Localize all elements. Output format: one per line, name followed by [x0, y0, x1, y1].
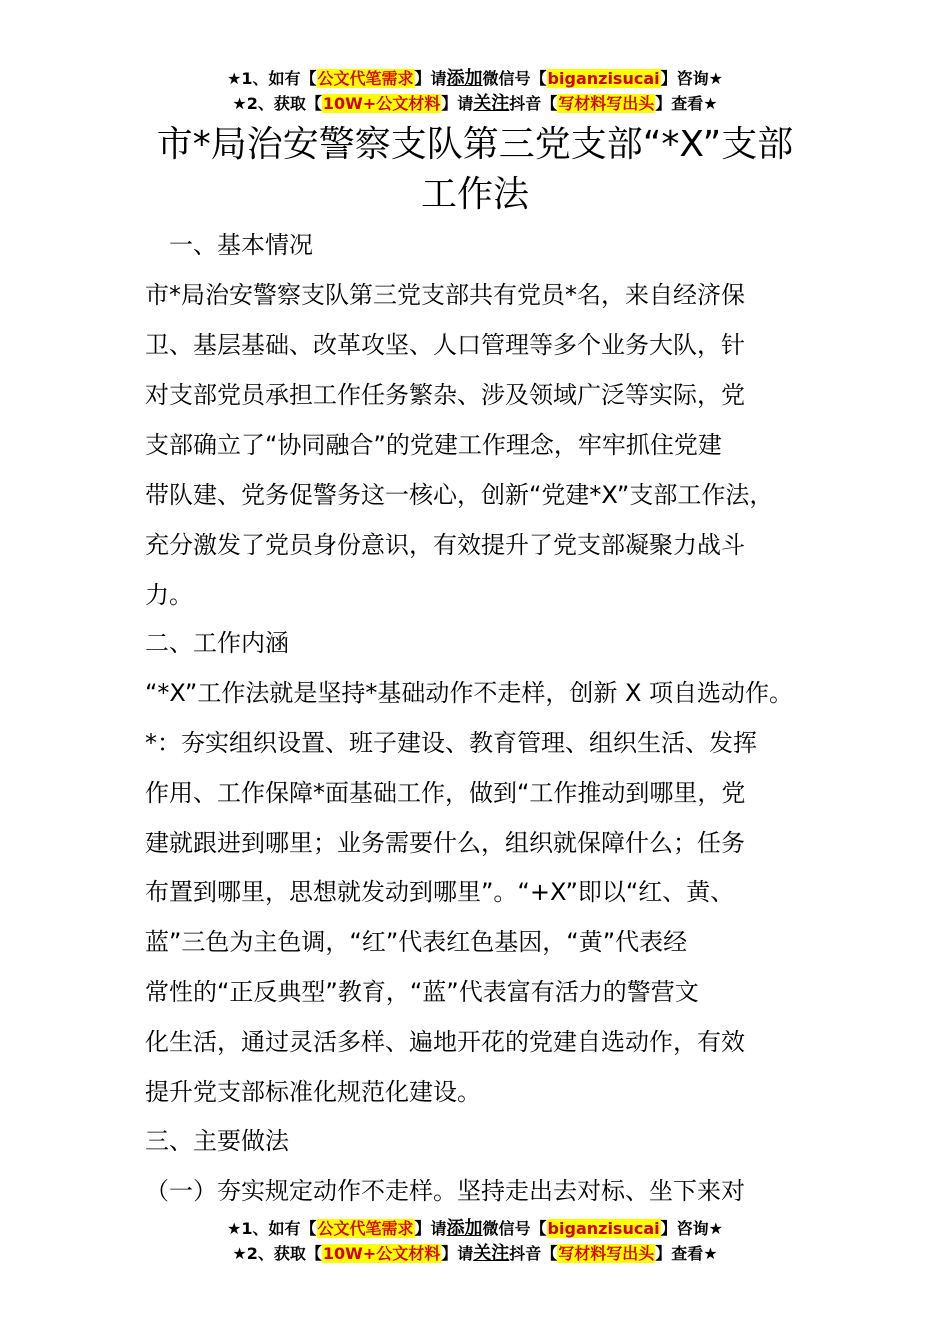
body-line: 卫、基层基础、改革攻坚、人口管理等多个业务大队，针 — [145, 331, 745, 359]
ad-highlight: 写材料写出头 — [558, 1244, 655, 1263]
ad-highlight: 公文代笔需求 — [317, 1219, 414, 1238]
section-heading: 二、工作内涵 — [145, 629, 289, 657]
body-line: 布置到哪里，思想就发动到哪里”。“+X”即以“红、黄、 — [145, 878, 735, 906]
page-title-line-1: 市*局治安警察支队第三党支部“*X”支部 — [156, 124, 794, 165]
body-line: 蓝”三色为主色调，“红”代表红色基因，“黄”代表经 — [145, 928, 688, 956]
ad-footer-line-1 — [0, 1218, 950, 1240]
ad-text: ★2、获取【 — [232, 94, 322, 113]
ad-text: ★2、获取【 — [232, 1244, 322, 1263]
ad-text: 】咨询★ — [660, 1219, 723, 1238]
ad-text: 】查看★ — [655, 94, 718, 113]
ad-text: 】查看★ — [655, 1244, 718, 1263]
ad-highlight: biganzisucai — [547, 69, 660, 88]
ad-text: ★1、如有【 — [227, 69, 317, 88]
ad-highlight: 10W+公文材料 — [322, 94, 441, 113]
body-line: 作用、工作保障*面基础工作，做到“工作推动到哪里，党 — [145, 779, 746, 807]
ad-highlight: 写材料写出头 — [558, 94, 655, 113]
body-line: 力。 — [145, 581, 193, 609]
ad-text: 】请 — [441, 1244, 474, 1263]
ad-line-1 — [0, 68, 950, 90]
ad-highlight: 公文代笔需求 — [317, 69, 414, 88]
ad-emphasis: 关注 — [473, 93, 510, 114]
body-line: 提升党支部标准化规范化建设。 — [145, 1078, 481, 1106]
ad-text: 抖音【 — [509, 94, 558, 113]
body-line: 建就跟进到哪里；业务需要什么，组织就保障什么；任务 — [145, 829, 745, 857]
ad-footer-line-2 — [0, 1243, 950, 1265]
ad-highlight: 10W+公文材料 — [322, 1244, 441, 1263]
body-line: *：夯实组织设置、班子建设、教育管理、组织生活、发挥 — [145, 729, 757, 757]
body-line: 化生活，通过灵活多样、遍地开花的党建自选动作，有效 — [145, 1028, 745, 1056]
ad-text: 微信号【 — [482, 1219, 547, 1238]
ad-text: 微信号【 — [482, 69, 547, 88]
ad-emphasis: 关注 — [473, 1243, 510, 1264]
ad-text: ★1、如有【 — [227, 1219, 317, 1238]
body-line: 常性的“正反典型”教育，“蓝”代表富有活力的警营文 — [145, 978, 699, 1006]
ad-emphasis: 添加 — [446, 68, 483, 89]
ad-highlight: biganzisucai — [547, 1219, 660, 1238]
body-line: “*X”工作法就是坚持*基础动作不走样，创新 X 项自选动作。 — [145, 679, 794, 707]
ad-text: 抖音【 — [509, 1244, 558, 1263]
body-line: 对支部党员承担工作任务繁杂、涉及领域广泛等实际，党 — [145, 381, 745, 409]
body-line: 支部确立了“协同融合”的党建工作理念，牢牢抓住党建 — [145, 431, 722, 459]
body-line: （一）夯实规定动作不走样。坚持走出去对标、坐下来对 — [145, 1177, 745, 1205]
ad-line-2 — [0, 93, 950, 115]
ad-emphasis: 添加 — [446, 1218, 483, 1239]
ad-text: 】咨询★ — [660, 69, 723, 88]
body-line: 市*局治安警察支队第三党支部共有党员*名，来自经济保 — [145, 281, 745, 309]
page-title-line-2: 工作法 — [420, 174, 529, 215]
ad-text: 】请 — [414, 1219, 447, 1238]
section-heading: 三、主要做法 — [145, 1127, 289, 1155]
ad-text: 】请 — [414, 69, 447, 88]
body-line: 带队建、党务促警务这一核心，创新“党建*X”支部工作法， — [145, 481, 774, 509]
section-heading: 一、基本情况 — [145, 231, 313, 259]
ad-text: 】请 — [441, 94, 474, 113]
body-line: 充分激发了党员身份意识，有效提升了党支部凝聚力战斗 — [145, 531, 745, 559]
